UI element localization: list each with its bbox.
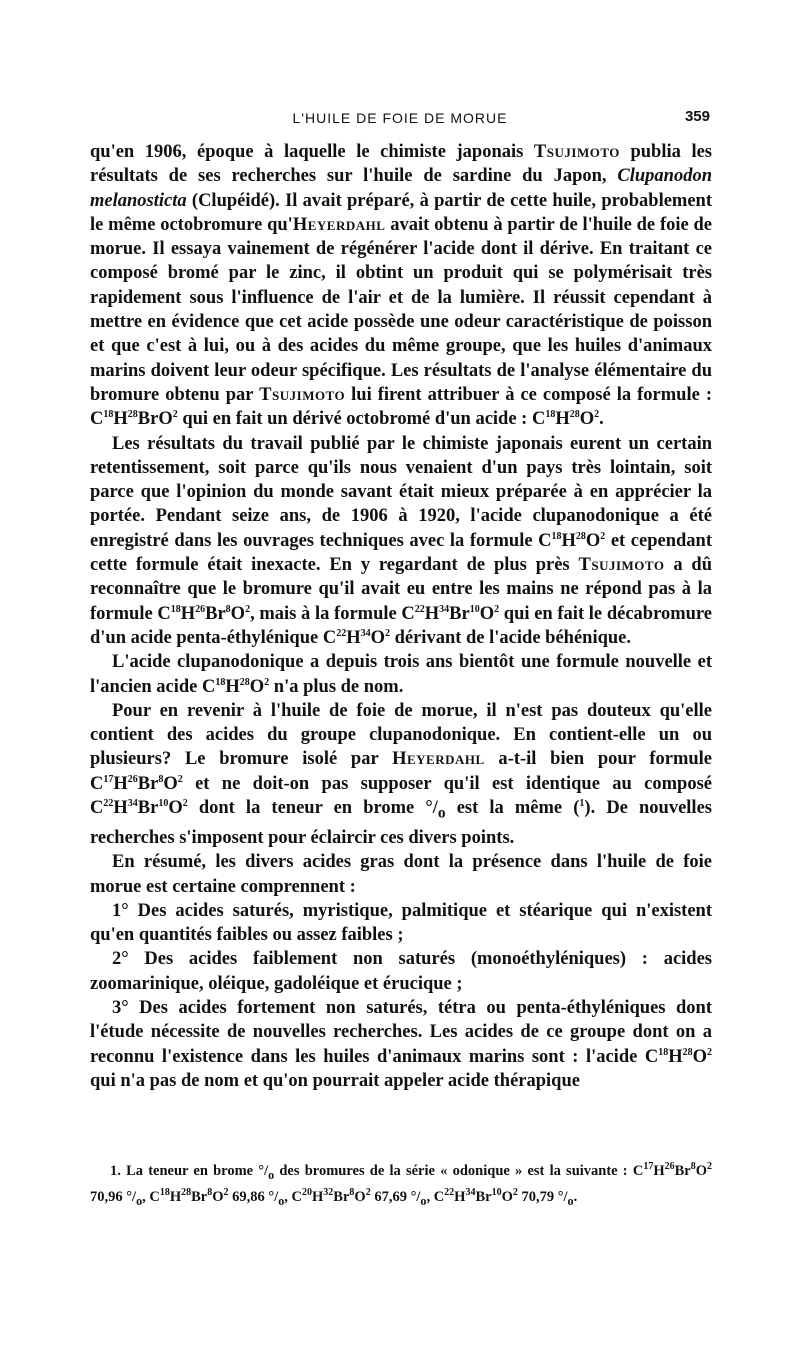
formula-index: 18 xyxy=(551,530,562,542)
formula-index: 28 xyxy=(682,1046,693,1058)
formula-element: H xyxy=(180,603,196,624)
formula-index: 10 xyxy=(491,1187,502,1199)
formula-element: O xyxy=(579,409,595,430)
page-number: 359 xyxy=(684,108,710,125)
formula-index: 2 xyxy=(600,530,606,542)
formula-element: O xyxy=(163,773,178,794)
percent-sign-part: o xyxy=(136,1193,143,1208)
formula-index: 10 xyxy=(158,797,169,809)
text-run: est la même ( xyxy=(445,798,580,819)
text-run: , C xyxy=(426,1188,445,1205)
running-title: L'HUILE DE FOIE DE MORUE xyxy=(292,110,508,126)
formula-index: 2 xyxy=(177,773,183,785)
text-run: 3° Des acides fortement non saturés, tétra ou penta-éthyléniques dont l'étude nécessite de nouvelles recherches. Les acides de ce groupe dont on a reconnu l'existence dans les huiles d'animaux marins sont : l'acide C xyxy=(90,998,712,1067)
formula-index: 18 xyxy=(658,1046,669,1058)
text-run: . xyxy=(573,1188,578,1205)
author-name: Heyerdahl xyxy=(392,749,485,770)
formula-element: H xyxy=(653,1163,665,1179)
list-item-2 xyxy=(90,947,712,996)
text-run: , C xyxy=(284,1188,303,1205)
formula-index: 18 xyxy=(170,603,181,615)
formula-element: O xyxy=(501,1188,513,1205)
text-run: L'acide clupanodonique a depuis trois ans bientôt une formule nouvelle et l'ancien acide C xyxy=(90,652,712,697)
footnote xyxy=(90,1160,712,1212)
text-run: 1° Des acides saturés, myristique, palmitique et stéarique qui n'existent qu'en quantités faibles ou assez faibles ; xyxy=(90,900,712,946)
text-run: . xyxy=(599,409,604,430)
formula-element: O xyxy=(168,798,183,819)
formula-index: 2 xyxy=(172,409,178,421)
formula-index: 22 xyxy=(444,1187,455,1199)
formula-element: BrO xyxy=(137,409,173,430)
formula-index: 28 xyxy=(127,409,138,421)
list-item-3 xyxy=(90,996,712,1093)
formula-index: 2 xyxy=(223,1187,229,1199)
footnote-number: 1. xyxy=(110,1163,121,1179)
formula-index: 2 xyxy=(512,1187,518,1199)
author-name: Heyerdahl xyxy=(292,214,386,235)
formula-index: 2 xyxy=(707,1046,712,1058)
percent-sign-part: o xyxy=(437,804,446,822)
formula-element: O xyxy=(692,1046,707,1067)
formula-element: O xyxy=(212,1188,224,1205)
text-run: En résumé, les divers acides gras dont la présence dans l'huile de foie morue est certaine comprennent : xyxy=(90,852,712,897)
text-run: 70,79 °/ xyxy=(517,1188,568,1205)
author-name: Tsujimoto xyxy=(533,142,620,162)
text-run: qui en fait un dérivé octobromé d'un acide : C xyxy=(177,409,546,430)
formula-index: 32 xyxy=(323,1187,334,1199)
formula-index: 28 xyxy=(575,530,586,542)
text-run: qui n'a pas de nom et qu'on pourrait appeler acide thérapique xyxy=(90,1070,580,1091)
text-run: qui en fait le décabromure d'un acide penta-éthylénique C xyxy=(90,603,712,648)
formula-element: Br xyxy=(137,773,159,794)
page-header xyxy=(90,108,710,132)
formula-element: H xyxy=(561,530,576,551)
formula-index: 18 xyxy=(545,409,556,421)
paragraph-4 xyxy=(90,699,712,850)
formula-index: 2 xyxy=(245,603,251,615)
formula-index: 22 xyxy=(414,603,425,615)
formula-index: 8 xyxy=(690,1161,696,1173)
formula-element: Br xyxy=(205,603,226,624)
text-run: dont la teneur en brome °/ xyxy=(187,798,438,819)
formula-index: 2 xyxy=(182,797,188,809)
formula-element: H xyxy=(424,603,440,624)
text-run: a-t-il bien pour formule C xyxy=(90,749,712,794)
formula-index: 8 xyxy=(225,603,231,615)
formula-element: H xyxy=(312,1188,324,1205)
formula-index: 2 xyxy=(264,676,270,688)
paragraph-3 xyxy=(90,650,712,699)
text-run: et cependant cette formule était inexacte. En y regardant de plus près xyxy=(90,530,712,576)
formula-index: 20 xyxy=(302,1187,313,1199)
text-run: n'a plus de nom. xyxy=(269,676,404,697)
text-run: 67,69 °/ xyxy=(370,1188,421,1205)
formula-index: 34 xyxy=(439,603,450,615)
author-name: Tsujimoto xyxy=(578,555,665,576)
formula-element: Br xyxy=(191,1188,208,1205)
formula-index: 26 xyxy=(195,603,206,615)
text-run: 2° Des acides faiblement non saturés (monoéthyléniques) : acides zoomarinique, oléique, gadoléique et érucique ; xyxy=(90,949,712,994)
text-run: avait obtenu à partir de l'huile de foie de morue. Il essaya vainement de régénérer l'acide dont il dérive. En traitant ce composé bromé par le zinc, il obtint un produit qui se polymérisait très rapidement sous l'influence de l'air et de la lumière. Il réussit cependant à mettre en évidence que cet acide possède une odeur caractéristique de poisson et que c'est à lui, ou à des acides du même groupe, que les huiles d'animaux marins doivent leur odeur spécifique. Les résultats de l'analyse élémentaire du bromure obtenu par xyxy=(90,214,713,405)
formula-index: 34 xyxy=(360,627,371,639)
paragraph-2 xyxy=(90,432,712,651)
formula-index: 8 xyxy=(349,1187,355,1199)
percent-sign-part: o xyxy=(278,1193,285,1208)
text-run: publia les résultats de ses recherches sur l'huile de sardine du Japon, xyxy=(90,142,712,187)
text-run: La teneur en brome °/ xyxy=(120,1163,269,1179)
formula-index: 18 xyxy=(103,409,114,421)
formula-index: 34 xyxy=(127,797,138,809)
text-run: a dû reconnaître que le bromure qu'il avait eu entre les mains ne répond pas à la formule C xyxy=(90,555,712,624)
formula-index: 10 xyxy=(469,603,480,615)
formula-index: 22 xyxy=(103,797,114,809)
text-run: et ne doit-on pas supposer qu'il est identique au composé C xyxy=(90,773,712,819)
text-run: (Clupéidé). Il avait préparé, à partir de cette huile, probablement le même octobromure qu' xyxy=(90,190,712,235)
formula-index: 2 xyxy=(706,1161,712,1173)
footnote-reference[interactable]: 1 xyxy=(579,797,585,809)
formula-element: H xyxy=(225,676,240,697)
formula-element: Br xyxy=(449,603,470,624)
formula-index: 28 xyxy=(569,409,580,421)
species-name: Clupanodon melanosticta xyxy=(90,166,712,211)
percent-sign-part: o xyxy=(567,1193,574,1208)
formula-element: O xyxy=(479,603,495,624)
text-run: , C xyxy=(142,1188,160,1205)
formula-index: 17 xyxy=(103,773,114,785)
formula-index: 26 xyxy=(664,1161,675,1173)
formula-index: 8 xyxy=(158,773,164,785)
author-name: Tsujimoto xyxy=(259,384,346,405)
formula-element: Br xyxy=(137,798,159,819)
percent-sign-part: o xyxy=(420,1193,427,1208)
text-run: , mais à la formule C xyxy=(250,603,415,624)
formula-index: 28 xyxy=(239,676,250,688)
formula-element: H xyxy=(555,409,570,430)
formula-element: O xyxy=(249,676,265,697)
paragraph-1 xyxy=(90,140,712,432)
percent-sign-part: o xyxy=(268,1167,275,1182)
formula-index: 2 xyxy=(384,627,390,639)
formula-element: H xyxy=(169,1188,182,1205)
formula-element: H xyxy=(454,1188,466,1205)
formula-index: 26 xyxy=(127,773,138,785)
formula-element: H xyxy=(668,1046,683,1067)
formula-index: 22 xyxy=(336,627,347,639)
text-run: ). De nouvelles recherches s'imposent pour éclaircir ces divers points. xyxy=(90,798,712,848)
footnote-1 xyxy=(90,1160,712,1212)
formula-index: 28 xyxy=(181,1187,192,1199)
text-run: Les résultats du travail publié par le chimiste japonais eurent un certain retentissement, soit parce qu'ils nous venaient d'un pays très lointain, soit parce que l'opinion du monde savant était mieux préparée à en apprécier la portée. Pendant seize ans, de 1906 à 1920, l'acide clupanodonique a été enregistré dans les ouvrages techniques avec la formule C xyxy=(90,433,712,551)
list-item-1 xyxy=(90,899,712,948)
formula-element: Br xyxy=(674,1163,691,1179)
text-run: 70,96 °/ xyxy=(90,1188,137,1205)
formula-index: 18 xyxy=(215,676,226,688)
text-run: des bromures de la série « odonique » est la suivante : C xyxy=(274,1163,644,1179)
formula-element: H xyxy=(113,409,128,430)
formula-index: 34 xyxy=(465,1187,476,1199)
formula-element: Br xyxy=(475,1188,492,1205)
formula-index: 2 xyxy=(365,1187,371,1199)
formula-index: 8 xyxy=(207,1187,213,1199)
formula-index: 2 xyxy=(494,603,500,615)
text-run: Pour en revenir à l'huile de foie de morue, il n'est pas douteux qu'elle contient des acides du groupe clupanodonique. En contient-elle un ou plusieurs? Le bromure isolé par xyxy=(90,700,712,770)
text-run: dérivant de l'acide béhénique. xyxy=(389,627,631,648)
text-run: lui firent attribuer à ce composé la formule : C xyxy=(90,384,713,430)
text-run: 69,86 °/ xyxy=(228,1188,279,1205)
formula-element: O xyxy=(695,1163,707,1179)
formula-element: Br xyxy=(333,1188,350,1205)
formula-element: O xyxy=(585,530,601,551)
formula-element: H xyxy=(113,773,128,794)
formula-element: H xyxy=(346,627,361,648)
body-text xyxy=(90,140,712,1093)
formula-index: 2 xyxy=(594,409,600,421)
formula-element: O xyxy=(230,603,246,624)
formula-element: O xyxy=(370,627,385,648)
text-run: qu'en 1906, époque à laquelle le chimiste japonais xyxy=(90,142,534,162)
formula-index: 17 xyxy=(643,1161,654,1173)
paragraph-5 xyxy=(90,850,712,899)
formula-element: H xyxy=(113,798,128,819)
formula-index: 18 xyxy=(159,1187,170,1199)
formula-element: O xyxy=(354,1188,366,1205)
